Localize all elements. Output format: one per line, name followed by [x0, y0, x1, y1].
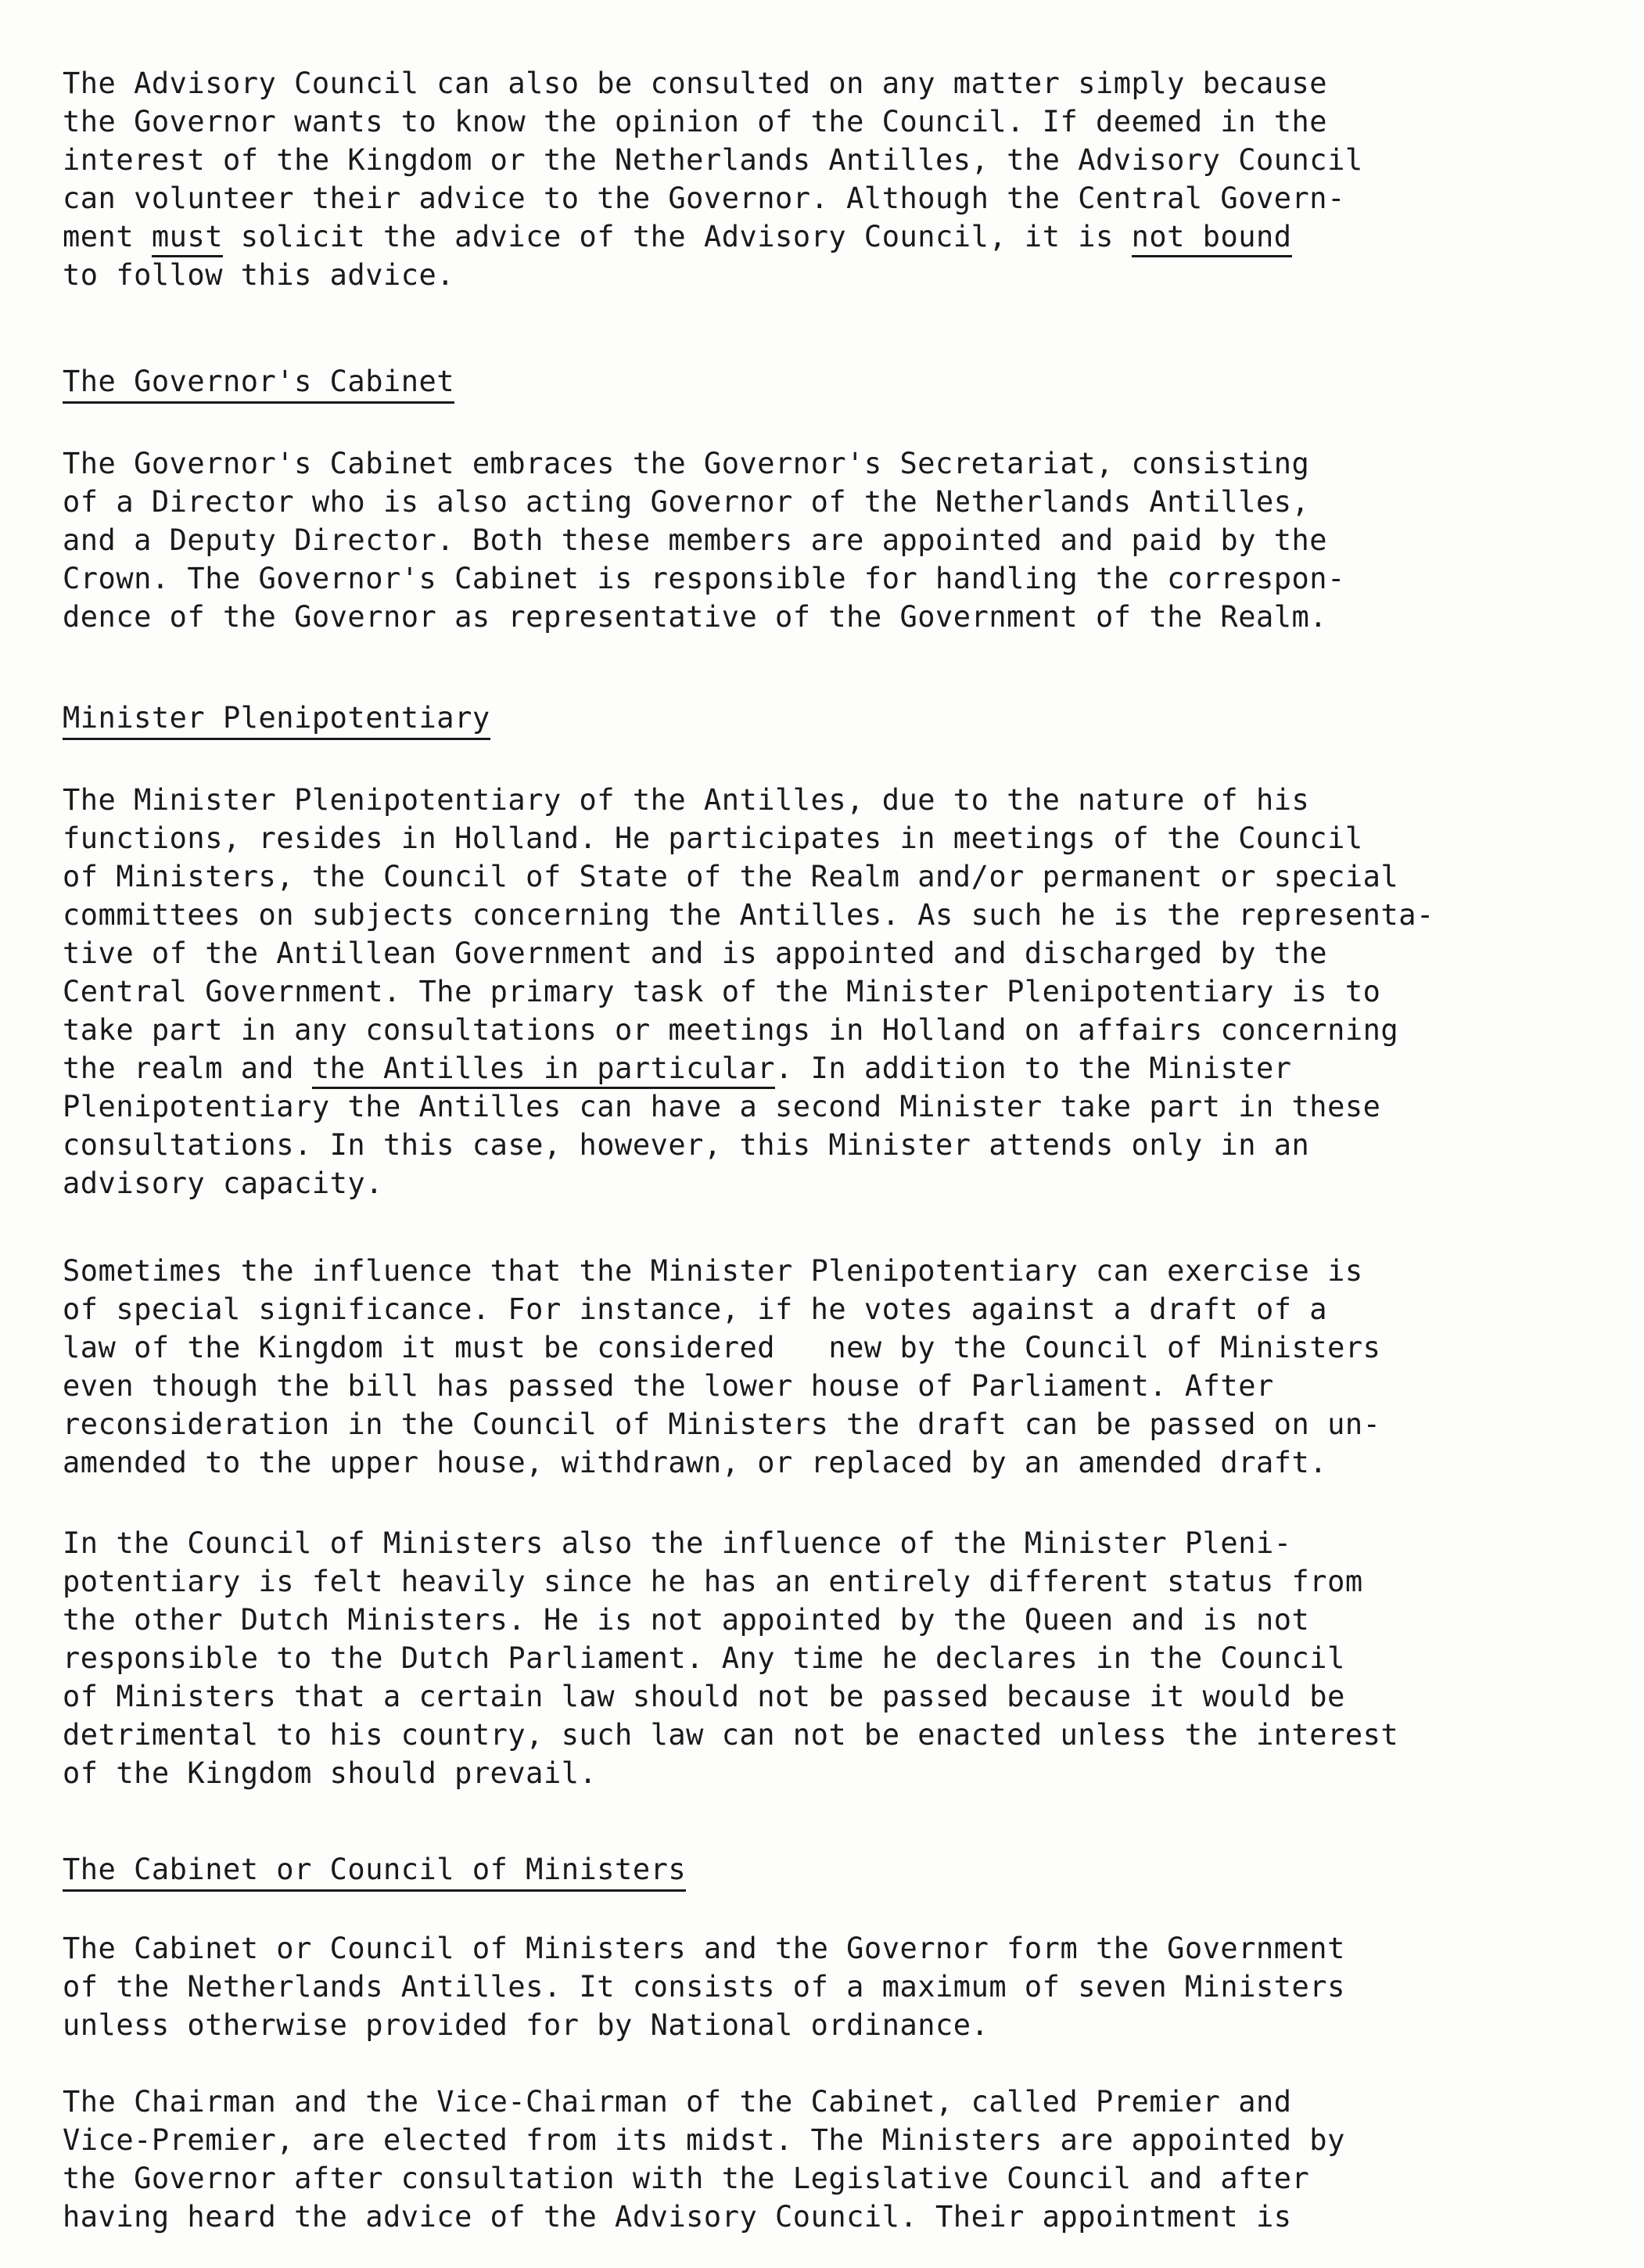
heading-text: The Governor's Cabinet: [63, 365, 454, 404]
section-heading-governors-cabinet: [63, 361, 454, 402]
text-fragment: ment: [63, 220, 152, 253]
text-line: and a Deputy Director. Both these members are appointed and paid by the: [63, 523, 1328, 557]
underlined-not-bound: not bound: [1132, 220, 1292, 257]
heading-text: The Cabinet or Council of Ministers: [63, 1853, 686, 1892]
text-line: amended to the upper house, withdrawn, or replaced by an amended draft.: [63, 1446, 1328, 1479]
text-line: functions, resides in Holland. He participates in meetings of the Council: [63, 821, 1363, 855]
underlined-antilles-in-particular: the Antilles in particular: [312, 1051, 775, 1089]
text-line: consultations. In this case, however, this Minister attends only in an: [63, 1128, 1310, 1162]
text-line: Central Government. The primary task of the Minister Plenipotentiary is to: [63, 975, 1381, 1008]
text-line: having heard the advice of the Advisory Council. Their appointment is: [63, 2200, 1292, 2234]
text-line: The Advisory Council can also be consulted on any matter simply because: [63, 66, 1328, 100]
text-line: interest of the Kingdom or the Netherlands Antilles, the Advisory Council: [63, 143, 1363, 177]
text-line: Vice-Premier, are elected from its midst. The Ministers are appointed by: [63, 2123, 1345, 2157]
text-line: [63, 1049, 1596, 1087]
underlined-must: must: [152, 220, 223, 257]
text-line: The Governor's Cabinet embraces the Governor's Secretariat, consisting: [63, 447, 1310, 480]
paragraph-minister-plenipotentiary-2: [63, 1252, 1596, 1482]
text-line: even though the bill has passed the lower house of Parliament. After: [63, 1369, 1274, 1403]
text-line: Sometimes the influence that the Minister Plenipotentiary can exercise is: [63, 1254, 1363, 1288]
text-line: of special significance. For instance, if he votes against a draft of a: [63, 1292, 1328, 1326]
text-line: the Governor wants to know the opinion of the Council. If deemed in the: [63, 105, 1328, 138]
text-fragment: . In addition to the Minister: [775, 1051, 1292, 1085]
text-line: potentiary is felt heavily since he has an entirely different status from: [63, 1565, 1363, 1598]
paragraph-advisory-council: [63, 64, 1596, 294]
paragraph-council-of-ministers-2: [63, 2083, 1596, 2236]
text-line: reconsideration in the Council of Ministers the draft can be passed on un-: [63, 1407, 1381, 1441]
text-line: The Chairman and the Vice-Chairman of the Cabinet, called Premier and: [63, 2085, 1292, 2119]
text-line: unless otherwise provided for by National ordinance.: [63, 2008, 989, 2042]
text-line: can volunteer their advice to the Governor. Although the Central Govern-: [63, 182, 1345, 215]
text-line: of a Director who is also acting Governor of the Netherlands Antilles,: [63, 485, 1310, 519]
text-line: of Ministers, the Council of State of the Realm and/or permanent or special: [63, 860, 1399, 893]
text-line: In the Council of Ministers also the influence of the Minister Pleni-: [63, 1526, 1292, 1560]
paragraph-minister-plenipotentiary-1: [63, 781, 1596, 1202]
text-line: of the Netherlands Antilles. It consists of a maximum of seven Ministers: [63, 1970, 1345, 2004]
text-line: to follow this advice.: [63, 258, 455, 292]
text-line: Plenipotentiary the Antilles can have a second Minister take part in these: [63, 1090, 1381, 1123]
text-line: advisory capacity.: [63, 1166, 383, 1200]
text-line: of the Kingdom should prevail.: [63, 1756, 598, 1790]
text-line: the Governor after consultation with the Legislative Council and after: [63, 2162, 1310, 2195]
paragraph-governors-cabinet: [63, 444, 1596, 636]
text-line: The Minister Plenipotentiary of the Antilles, due to the nature of his: [63, 783, 1310, 817]
text-line: of Ministers that a certain law should not be passed because it would be: [63, 1680, 1345, 1713]
paragraph-minister-plenipotentiary-3: [63, 1524, 1596, 1792]
section-heading-council-of-ministers: [63, 1849, 686, 1890]
text-line: law of the Kingdom it must be considered new by the Council of Ministers: [63, 1331, 1381, 1364]
text-fragment: solicit the advice of the Advisory Council, it is: [223, 220, 1132, 253]
paragraph-council-of-ministers-1: [63, 1929, 1596, 2044]
section-heading-minister-plenipotentiary: [63, 698, 490, 739]
text-line: take part in any consultations or meetings in Holland on affairs concerning: [63, 1013, 1399, 1047]
text-line: [63, 217, 1596, 256]
text-line: detrimental to his country, such law can not be enacted unless the interest: [63, 1718, 1399, 1752]
text-line: tive of the Antillean Government and is appointed and discharged by the: [63, 936, 1328, 970]
text-line: Crown. The Governor's Cabinet is responsible for handling the correspon-: [63, 562, 1345, 595]
text-line: The Cabinet or Council of Ministers and the Governor form the Government: [63, 1932, 1345, 1965]
text-fragment: the realm and: [63, 1051, 312, 1085]
heading-text: Minister Plenipotentiary: [63, 702, 490, 740]
text-line: responsible to the Dutch Parliament. Any time he declares in the Council: [63, 1641, 1345, 1675]
text-line: committees on subjects concerning the Antilles. As such he is the representa-: [63, 898, 1434, 932]
text-line: dence of the Governor as representative of the Government of the Realm.: [63, 600, 1328, 634]
text-line: the other Dutch Ministers. He is not appointed by the Queen and is not: [63, 1603, 1310, 1637]
